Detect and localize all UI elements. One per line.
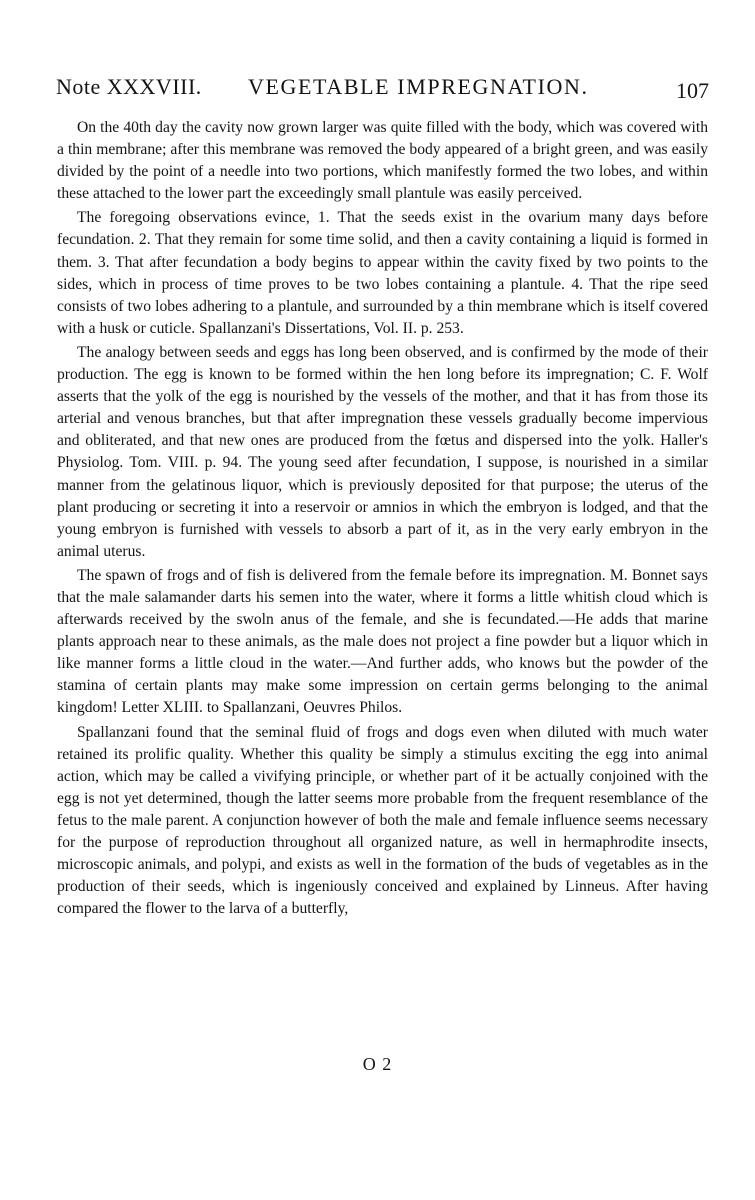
paragraph: Spallanzani found that the seminal fluid of frogs and dogs even when diluted with much water retained its prolific quality. Whether this quality be simply a stimulus exciting the egg into animal action, which may be called a vivifying principle, or whether part of it be actually conjoined with the egg is not yet determined, though the latter seems more probable from the frequent resemblance of the fetus to the male parent. A conjunction however of both the male and female influence seems necessary for the purpose of reproduction throughout all organized nature, as well in hermaphrodite insects, microscopic animals, and polypi, and exists as well in the formation of the buds of vegetables as in the production of their seeds, which is ingeniously conceived and explained by Linneus. After having compared the flower to the larva of a butterfly,: [57, 723, 708, 918]
note-number: Note XXXVIII.: [56, 74, 202, 99]
running-header: [52, 74, 709, 108]
page-number: 107: [676, 78, 709, 103]
paragraph: The analogy between seeds and eggs has long been observed, and is confirmed by the mode of their production. The egg is known to be formed within the hen long before its impregnation; C. F. Wolf asserts that the yolk of the egg is nourished by the vessels of the mother, and that it has from those its arterial and venous branches, but that after impregnation these vessels gradually become impervious and obliterated, and that new ones are produced from the fœtus and dispersed into the yolk. Haller's Physiolog. Tom. VIII. p. 94. The young seed after fecundation, I suppose, is nourished in a similar manner from the gelatinous liquor, which is previously deposited for that purpose; the uterus of the plant producing or secreting it into a reservoir or amnios in which the embryon is lodged, and that the young embryon is furnished with vessels to absorb a part of it, as in the very early embryon in the animal uterus.: [57, 343, 708, 560]
paragraph: On the 40th day the cavity now grown larger was quite filled with the body, which was covered with a thin membrane; after this membrane was removed the body appeared of a bright green, and was easily divided by the point of a needle into two portions, which manifestly formed the two lobes, and within these attached to the lower part the exceedingly small plantule was easily perceived.: [57, 119, 708, 203]
text-body: [57, 117, 708, 922]
chapter-title: VEGETABLE IMPREGNATION.: [248, 74, 589, 99]
signature-mark: O 2: [362, 1054, 393, 1074]
paragraph: The spawn of frogs and of fish is delivered from the female before its impregnation. M. Bonnet says that the male salamander darts his semen into the water, where it forms a little whitish cloud which is afterwards received by the swoln anus of the female, and she is fecundated.—He adds that marine plants approach near to these animals, as the male does not project a fine powder but a liquor which in like manner forms a little cloud in the water.—And further adds, who knows but the powder of the stamina of certain plants may make some impression on certain germs belonging to the animal kingdom! Letter XLIII. to Spallanzani, Oeuvres Philos.: [57, 566, 708, 717]
paragraph: The foregoing observations evince, 1. That the seeds exist in the ovarium many days before fecundation. 2. That they remain for some time solid, and then a cavity containing a liquid is formed in them. 3. That after fecundation a body begins to appear within the cavity fixed by two points to the sides, which in process of time proves to be two lobes containing a plantule. 4. That the ripe seed consists of two lobes adhering to a plantule, and surrounded by a thin membrane which is itself covered with a husk or cuticle. Spallanzani's Dissertations, Vol. II. p. 253.: [57, 209, 708, 337]
